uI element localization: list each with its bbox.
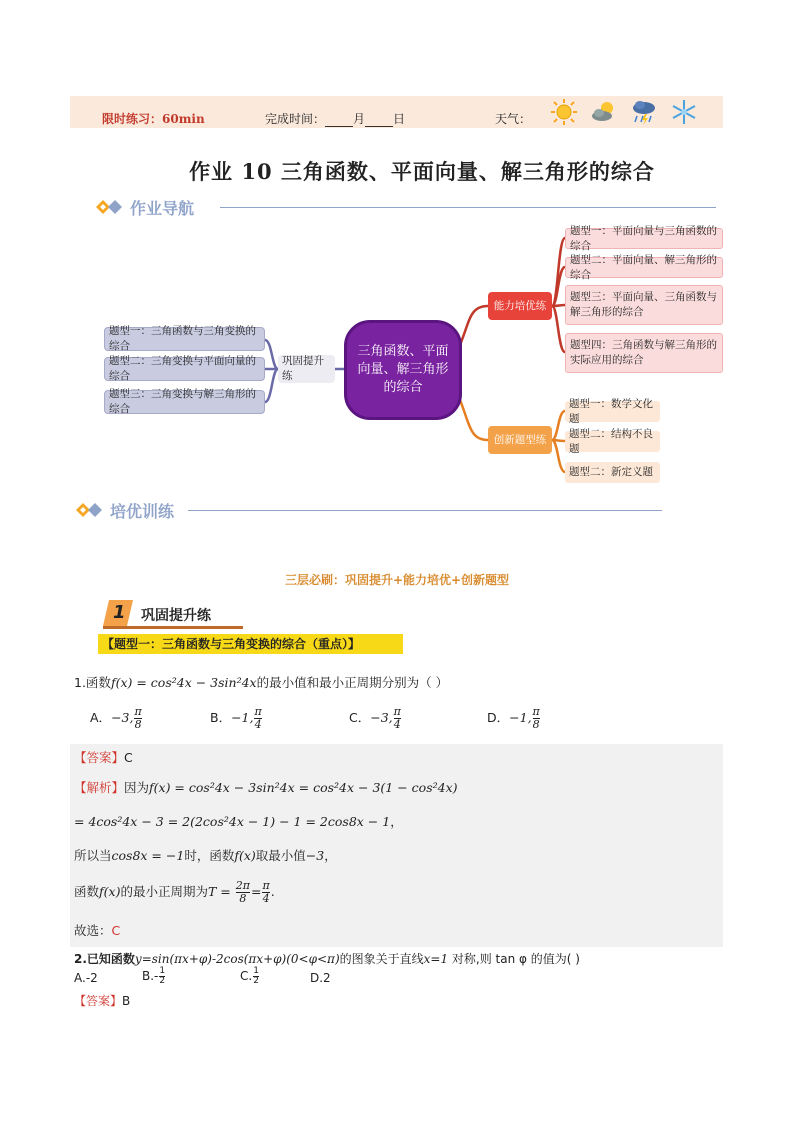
formula: f(x) = cos²4x − 3sin²4x = cos²4x − 3(1 − cos²4x) (149, 780, 458, 795)
center-line-2: 向量、解三角形 (357, 362, 449, 377)
divider-line (188, 510, 662, 511)
q2-mid: 的图象关于直线 (339, 952, 424, 966)
day-label: 日 (393, 112, 406, 126)
option-num: π (134, 705, 142, 718)
text: ， (390, 814, 403, 829)
q2-stem (74, 950, 580, 967)
option-num: π (532, 705, 540, 718)
left-topic-3: 题型三：三角变换与解三角形的综合 (104, 390, 265, 414)
left-topic-2: 题型二：三角变换与平面向量的综合 (104, 357, 265, 381)
text: 故选： (74, 923, 112, 938)
frac-den: 8 (239, 892, 247, 905)
text: ， (324, 848, 337, 863)
q2-option-b (142, 967, 166, 986)
answer-label: 【答案】 (74, 750, 125, 765)
innovate-node: 创新题型练 (488, 426, 552, 454)
option-label: B.- (142, 969, 159, 983)
option-label: C. (240, 969, 253, 983)
ability-topic-1: 题型一：平面向量与三角函数的综合 (565, 228, 723, 249)
frac-num: 1 (159, 966, 166, 976)
innovate-topic-3: 题型二：新定义题 (565, 462, 660, 483)
text: . (270, 884, 275, 899)
ability-topic-4: 题型四：三角函数与解三角形的实际应用的综合 (565, 333, 723, 373)
q2-tail: 对称,则 tan φ 的值为( ) (448, 952, 580, 966)
q1-choose (74, 921, 120, 939)
done-label: 完成时间： (265, 112, 326, 126)
section-train-title: 培优训练 (110, 502, 175, 521)
answer-value: B (122, 994, 131, 1008)
frac-den: 2 (159, 976, 166, 986)
ability-node: 能力培优练 (488, 292, 552, 320)
q1-option-c (349, 706, 402, 731)
frac-num: 1 (253, 966, 259, 976)
document-title: 作业 10 三角函数、平面向量、解三角形的综合 (189, 159, 655, 184)
q1-answer (74, 748, 133, 766)
option-den: 4 (393, 718, 401, 731)
left-topic-1: 题型一：三角函数与三角变换的综合 (104, 327, 265, 351)
q1-suffix: 的最小值和最小正周期分别为（ ） (256, 675, 449, 690)
option-den: 8 (532, 718, 540, 731)
option-label: C． (349, 710, 371, 725)
answer-value: C (124, 750, 133, 765)
consolidate-node: 巩固提升练 (278, 355, 335, 383)
part-title: 巩固提升练 (141, 608, 211, 624)
ability-topic-2: 题型二：平面向量、解三角形的综合 (565, 257, 723, 278)
month-label: 月 (353, 112, 366, 126)
q1-analysis-line4 (74, 880, 275, 905)
option-num: π (393, 705, 401, 718)
formula: = 4cos²4x − 3 = 2(2cos²4x − 1) − 1 = 2cos8x − 1 (74, 814, 391, 829)
frac-den: 2 (253, 976, 259, 986)
center-line-3: 的综合 (383, 380, 423, 395)
analysis-label: 【解析】 (74, 780, 125, 795)
q1-prefix: 1.函数 (74, 675, 111, 690)
frac-num: 2π (235, 879, 250, 892)
innovate-topic-2: 题型二：结构不良题 (565, 431, 660, 452)
option-value: −1, (509, 710, 532, 725)
q2-prefix: 2.已知函数 (74, 952, 135, 966)
frac-num: π (262, 879, 270, 892)
text: 所以当 (74, 848, 112, 863)
q1-option-b (210, 706, 263, 731)
center-line-1: 三角函数、平面 (357, 344, 449, 359)
q1-function: f(x) = cos²4x − 3sin²4x (110, 675, 257, 690)
option-label: D． (487, 710, 510, 725)
q1-option-d (487, 706, 541, 731)
topic-banner: 【题型一：三角函数与三角变换的综合（重点）】 (98, 634, 403, 654)
text: 的最小正周期为 (120, 884, 208, 899)
text: 因为 (124, 780, 150, 795)
center-node (344, 320, 462, 420)
text: 取最小值 (255, 848, 306, 863)
text: 时，函数 (184, 848, 235, 863)
text: 函数 (74, 884, 100, 899)
part-number: 1 (113, 602, 126, 623)
weather-label: 天气： (495, 112, 532, 126)
q2-option-c (240, 967, 260, 986)
part-underline (103, 626, 243, 629)
formula: cos8x = −1 (111, 848, 185, 863)
q1-analysis-line2 (74, 812, 403, 830)
q2-line: x=1 (423, 952, 449, 966)
ability-topic-3: 题型三：平面向量、三角函数与解三角形的综合 (565, 285, 723, 325)
q1-stem (74, 673, 448, 691)
q2-option-a: A.-2 (74, 971, 98, 985)
option-den: 8 (134, 718, 142, 731)
choose-value: C (111, 923, 121, 938)
option-label: B． (210, 710, 232, 725)
section-nav-title: 作业导航 (130, 199, 195, 218)
formula: = (250, 884, 262, 899)
section-train-header (76, 498, 662, 522)
answer-label: 【答案】 (74, 994, 123, 1008)
option-den: 4 (254, 718, 262, 731)
q2-option-d: D.2 (310, 971, 331, 985)
innovate-topic-1: 题型一：数学文化题 (565, 401, 660, 422)
option-value: −3, (111, 710, 134, 725)
q2-function: y=sin(πx+φ)-2cos(πx+φ)(0<φ<π) (134, 952, 340, 966)
q1-analysis-line3 (74, 846, 337, 864)
q1-option-a (90, 706, 143, 731)
formula: f(x) (234, 848, 256, 863)
option-num: π (254, 705, 262, 718)
three-layer-subtitle: 三层必刷：巩固提升+能力培优+创新题型 (284, 573, 510, 587)
q1-analysis-line1 (74, 778, 458, 796)
option-label: A． (90, 710, 112, 725)
formula: −3 (305, 848, 325, 863)
time-limit: 限时练习：60min (102, 112, 205, 126)
diamond-arrow-icon (76, 502, 106, 518)
q2-answer (74, 992, 130, 1009)
formula: f(x) (99, 884, 121, 899)
formula: T = (207, 884, 231, 899)
part1-header (103, 600, 243, 630)
option-value: −3, (370, 710, 393, 725)
frac-den: 4 (262, 892, 270, 905)
option-value: −1, (231, 710, 254, 725)
